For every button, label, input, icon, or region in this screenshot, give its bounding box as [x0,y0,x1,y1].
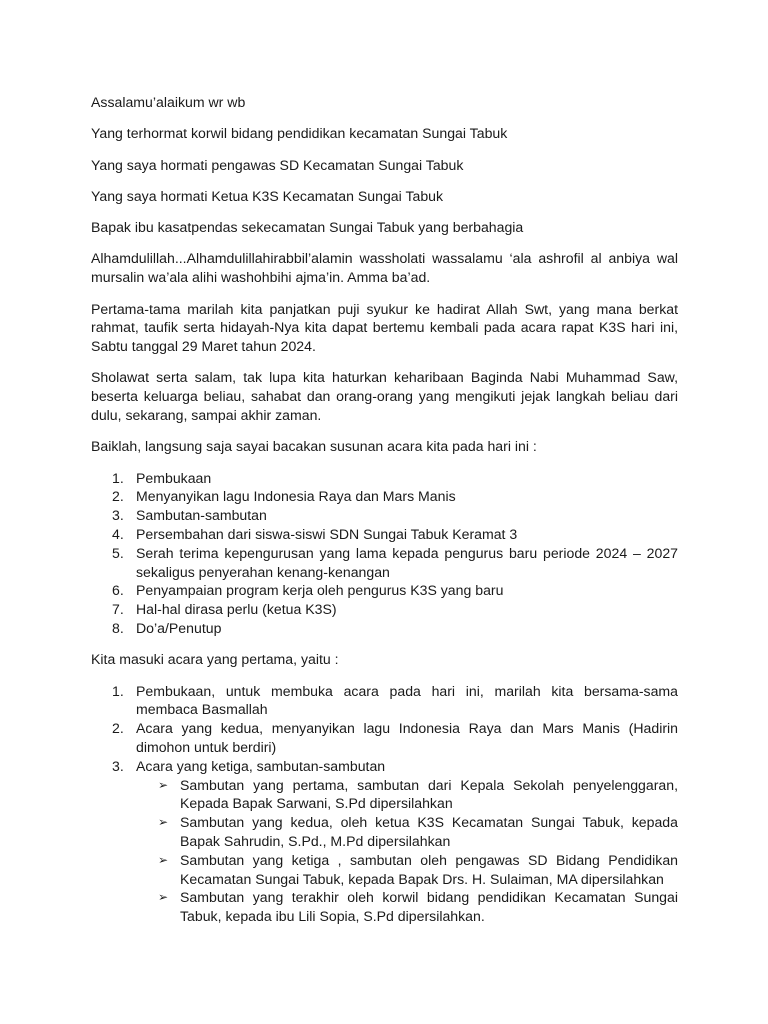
salutation-line: Yang saya hormati Ketua K3S Kecamatan Sungai Tabuk [91,187,444,204]
paragraph: Sholawat serta salam, tak lupa kita haturkan keharibaan Baginda Nabi Muhammad Saw, beserta keluarga beliau, sahabat dan orang-orang yang mengikuti jejak langkah beliau dari dulu, sekarang, sampai akhir zaman. [91,369,678,424]
speech-item [91,776,678,814]
agenda-list [91,469,678,638]
agenda-item [91,487,678,506]
salutation-line: Yang terhormat korwil bidang pendidikan kecamatan Sungai Tabuk [91,125,508,142]
agenda-item [91,506,678,525]
arrow-bullet-icon: ➢ [158,852,169,867]
agenda-number: 5. [112,544,124,561]
program-item [91,719,678,757]
speech-text: Sambutan yang kedua, oleh ketua K3S Kecamatan Sungai Tabuk, kepada Bapak Sahrudin, S.Pd., M.Pd dipersilahkan [180,814,678,849]
agenda-text: Sambutan-sambutan [136,507,267,524]
agenda-number: 2. [112,488,124,505]
program-number: 2. [112,720,124,737]
agenda-item [91,581,678,600]
speech-text: Sambutan yang ketiga , sambutan oleh pengawas SD Bidang Pendidikan Kecamatan Sungai Tabuk, kepada Bapak Drs. H. Sulaiman, MA dipersilahkan [180,851,678,887]
arrow-bullet-icon: ➢ [158,890,169,905]
agenda-text: Serah terima kepengurusan yang lama kepada pengurus baru periode 2024 – 2027 sekaligus penyerahan kenang-kenangan [136,544,678,580]
program-number: 3. [112,757,124,774]
agenda-text: Penyampaian program kerja oleh pengurus K3S yang baru [136,582,504,599]
program-item [91,682,678,720]
agenda-intro: Baiklah, langsung saja sayai bacakan susunan acara kita pada hari ini : [91,438,537,455]
agenda-text: Menyanyikan lagu Indonesia Raya dan Mars Manis [136,488,456,505]
agenda-item [91,544,678,582]
speech-list [91,776,678,926]
program-text: Pembukaan, untuk membuka acara pada hari ini, marilah kita bersama-sama membaca Basmallah [136,682,678,718]
program-text: Acara yang ketiga, sambutan-sambutan [136,757,386,774]
speech-item [91,888,678,926]
agenda-item [91,619,678,638]
salutation-line: Bapak ibu kasatpendas sekecamatan Sungai Tabuk yang berbahagia [91,219,524,236]
speech-text: Sambutan yang pertama, sambutan dari Kepala Sekolah penyelenggaran, Kepada Bapak Sarwani, S.Pd dipersilahkan [180,776,678,812]
salutation-line: Yang saya hormati pengawas SD Kecamatan Sungai Tabuk [91,156,464,173]
agenda-text: Hal-hal dirasa perlu (ketua K3S) [136,601,337,618]
paragraph: Alhamdulillah...Alhamdulillahirabbil’alamin wassholati wassalamu ‘ala ashrofil al anbiya wal mursalin wa’ala alihi washohbihi ajma’in. Amma ba’ad. [91,250,678,286]
arrow-bullet-icon: ➢ [158,815,169,830]
agenda-number: 6. [112,582,124,599]
speech-item [91,851,678,889]
first-item-intro: Kita masuki acara yang pertama, yaitu : [91,651,339,668]
agenda-text: Pembukaan [136,469,212,486]
speech-item [91,813,678,851]
program-list [91,682,678,776]
speech-text: Sambutan yang terakhir oleh korwil bidang pendidikan Kecamatan Sungai Tabuk, kepada ibu Lili Sopia, S.Pd dipersilahkan. [180,889,678,925]
agenda-number: 4. [112,526,124,543]
agenda-number: 7. [112,601,124,618]
agenda-text: Do’a/Penutup [136,620,222,637]
agenda-text: Persembahan dari siswa-siswi SDN Sungai Tabuk Keramat 3 [136,526,518,543]
paragraph: Pertama-tama marilah kita panjatkan puji syukur ke hadirat Allah Swt, yang mana berkat rahmat, taufik serta hidayah-Nya kita dapat bertemu kembali pada acara rapat K3S hari ini, Sabtu tanggal 29 Maret tahun 2024. [91,300,678,355]
program-text: Acara yang kedua, menyanyikan lagu Indonesia Raya dan Mars Manis (Hadirin dimohon untuk berdiri) [136,720,678,756]
agenda-item [91,525,678,544]
agenda-number: 3. [112,507,124,524]
agenda-number: 1. [112,469,124,486]
program-item [91,757,678,776]
agenda-item [91,469,678,488]
agenda-item [91,600,678,619]
greeting: Assalamu’alaikum wr wb [91,94,246,110]
arrow-bullet-icon: ➢ [158,777,169,792]
agenda-number: 8. [112,620,124,637]
program-number: 1. [112,682,124,699]
